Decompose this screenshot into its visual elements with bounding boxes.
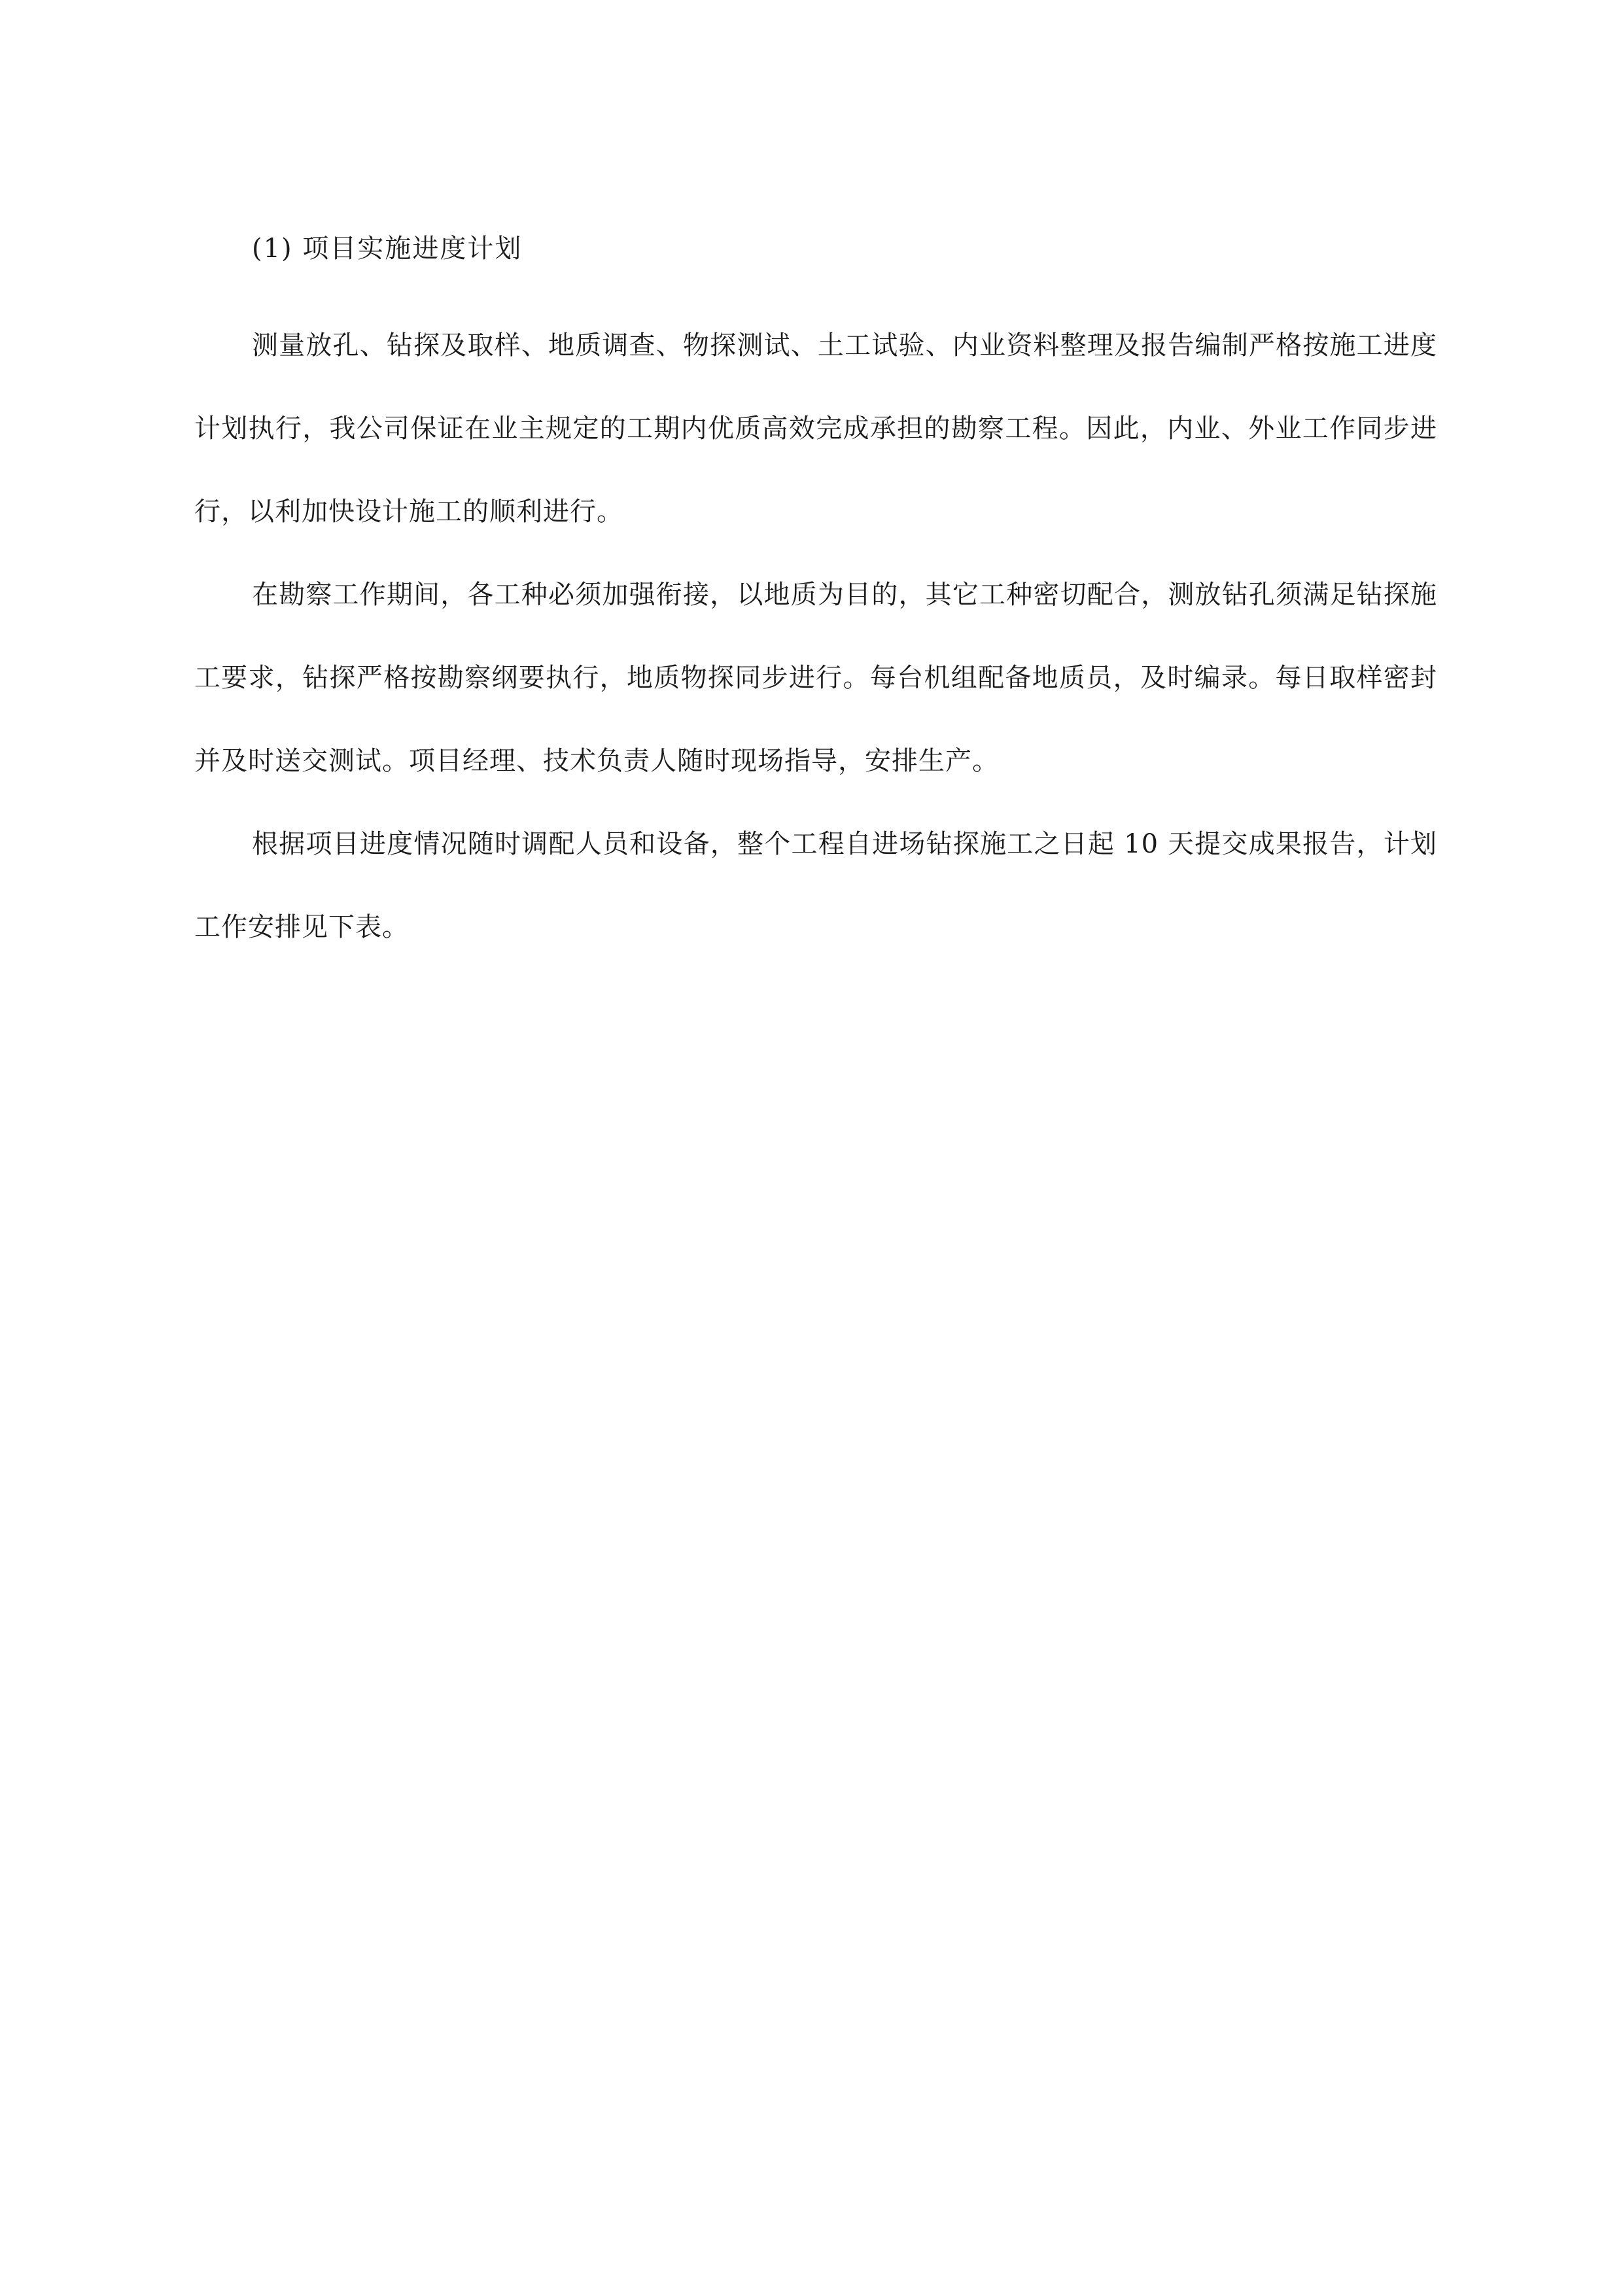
section-heading: (1) 项目实施进度计划 (252, 234, 523, 264)
paragraph-deadline: 根据项目进度情况随时调配人员和设备，整个工程自进场钻探施工之日起 10 天提交成果报告，计划工作安排见下表。 (194, 829, 1437, 942)
paragraph-schedule-overview: 测量放孔、钻探及取样、地质调查、物探测试、土工试验、内业资料整理及报告编制严格按施工进度计划执行，我公司保证在业主规定的工期内优质高效完成承担的勘察工程。因此，内业、外业工作同步进行，以利加快设计施工的顺利进行。 (194, 330, 1437, 527)
document-body (194, 222, 1437, 969)
paragraph-coordination: 在勘察工作期间，各工种必须加强衔接，以地质为目的，其它工种密切配合，测放钻孔须满足钻探施工要求，钻探严格按勘察纲要执行，地质物探同步进行。每台机组配备地质员，及时编录。每日取样密封并及时送交测试。项目经理、技术负责人随时现场指导，安排生产。 (194, 580, 1437, 776)
